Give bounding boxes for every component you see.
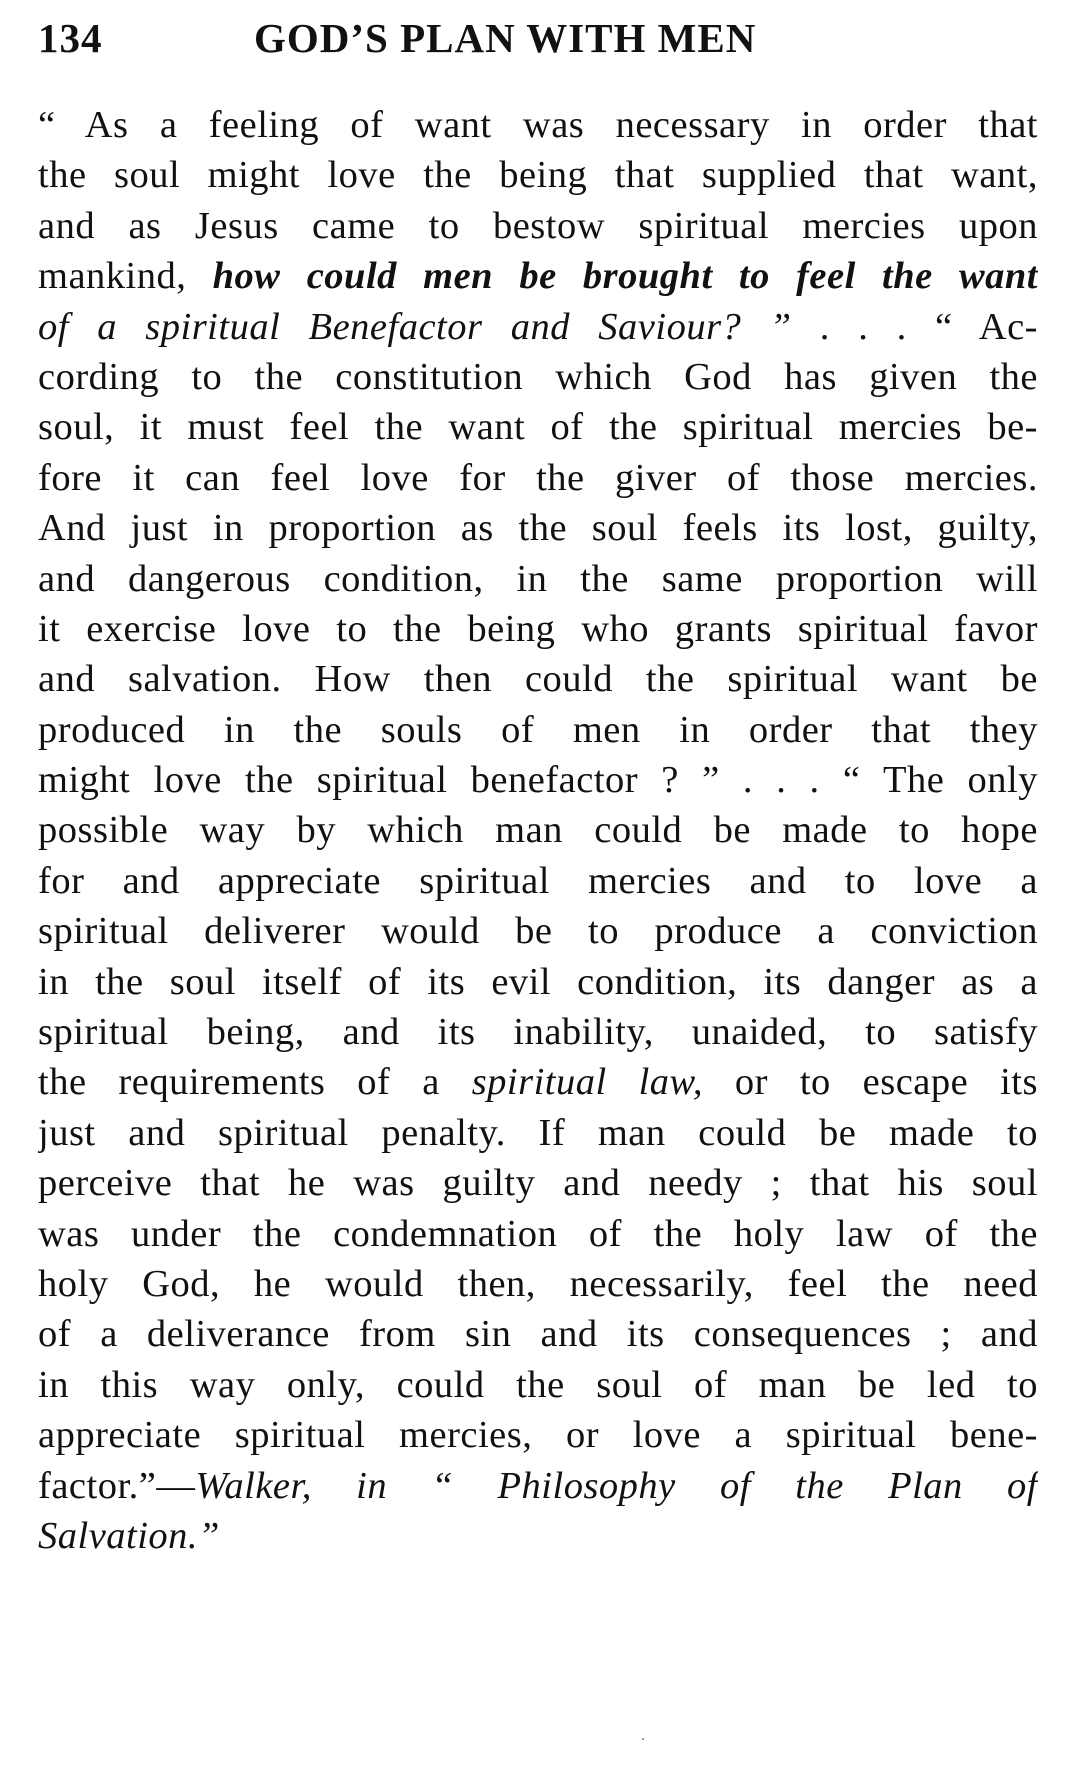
text-line: [38, 1461, 1038, 1511]
running-header: [38, 14, 1038, 74]
text-run: or to escape its: [702, 1061, 1038, 1104]
text-run: and as Jesus came to bestow spiritual mercies upon: [38, 204, 1038, 247]
text-line: [38, 201, 1038, 251]
text-run: of a deliverance from sin and its consequences ; and: [38, 1313, 1038, 1356]
text-line: [38, 906, 1038, 956]
text-line: [38, 805, 1038, 855]
paper-speck: [642, 1738, 644, 1740]
text-run: it exercise love to the being who grants spiritual favor: [38, 607, 1038, 650]
text-line: [38, 1007, 1038, 1057]
text-run: “ As a feeling of want was necessary in order that: [38, 104, 1038, 146]
emphasis-run: spiritual law,: [471, 1061, 703, 1104]
text-line: [38, 352, 1038, 402]
text-run: just and spiritual penalty. If man could be made to: [38, 1111, 1038, 1154]
text-line: [38, 1309, 1038, 1359]
text-run: for and appreciate spiritual mercies and to love a: [38, 859, 1038, 902]
text-run: might love the spiritual benefactor ? ” . . . “ The only: [38, 759, 1038, 802]
text-line: [38, 402, 1038, 452]
text-line: [38, 453, 1038, 503]
text-line: [38, 1360, 1038, 1410]
text-run: in the soul itself of its evil condition, its danger as a: [38, 960, 1038, 1003]
text-line: [38, 503, 1038, 553]
text-run: possible way by which man could be made to hope: [38, 809, 1038, 852]
emphasis-run: how could men be brought to feel the want: [212, 255, 1038, 298]
text-run: cording to the constitution which God has given the: [38, 355, 1038, 398]
text-run: fore it can feel love for the giver of those mercies.: [38, 456, 1038, 499]
text-run: holy God, he would then, necessarily, feel the need: [38, 1262, 1038, 1305]
emphasis-run: Salvation.”: [38, 1514, 220, 1557]
page-number: 134: [38, 15, 103, 61]
text-line: [38, 100, 1038, 150]
text-run: the requirements of a: [38, 1061, 472, 1104]
text-run: spiritual being, and its inability, unaided, to satisfy: [38, 1011, 1038, 1054]
text-run: factor.”—: [38, 1464, 196, 1507]
text-run: in this way only, could the soul of man be led to: [38, 1363, 1038, 1406]
text-run: the soul might love the being that supplied that want,: [38, 154, 1038, 197]
text-run: And just in proportion as the soul feels its lost, guilty,: [38, 507, 1038, 550]
running-title: GOD’S PLAN WITH MEN: [254, 15, 757, 61]
emphasis-run: of a spiritual Benefactor and Saviour? ”: [38, 305, 792, 348]
text-line: [38, 251, 1038, 301]
text-line: [38, 1057, 1038, 1107]
text-line: [38, 302, 1038, 352]
text-line: [38, 604, 1038, 654]
text-line: [38, 755, 1038, 805]
text-line: [38, 1511, 1038, 1561]
text-line: [38, 705, 1038, 755]
emphasis-run: Walker, in “ Philosophy of the Plan of: [195, 1464, 1038, 1507]
text-line: [38, 1209, 1038, 1259]
text-run: was under the condemnation of the holy law of the: [38, 1212, 1038, 1255]
text-run: . . . “ Ac-: [791, 305, 1038, 348]
text-line: [38, 654, 1038, 704]
text-run: mankind,: [38, 255, 213, 298]
text-line: [38, 1259, 1038, 1309]
text-line: [38, 856, 1038, 906]
text-line: [38, 554, 1038, 604]
text-run: and salvation. How then could the spiritual want be: [38, 658, 1038, 701]
text-run: produced in the souls of men in order that they: [38, 708, 1038, 751]
text-run: appreciate spiritual mercies, or love a spiritual bene-: [38, 1414, 1038, 1457]
text-run: perceive that he was guilty and needy ; that his soul: [38, 1162, 1038, 1205]
text-run: soul, it must feel the want of the spiritual mercies be-: [38, 406, 1038, 449]
text-line: [38, 957, 1038, 1007]
text-line: [38, 1410, 1038, 1460]
text-run: spiritual deliverer would be to produce a conviction: [38, 910, 1038, 953]
text-run: and dangerous condition, in the same proportion will: [38, 557, 1038, 600]
text-line: [38, 1108, 1038, 1158]
quotation-paragraph: [38, 100, 1038, 1561]
text-line: [38, 1158, 1038, 1208]
text-line: [38, 150, 1038, 200]
